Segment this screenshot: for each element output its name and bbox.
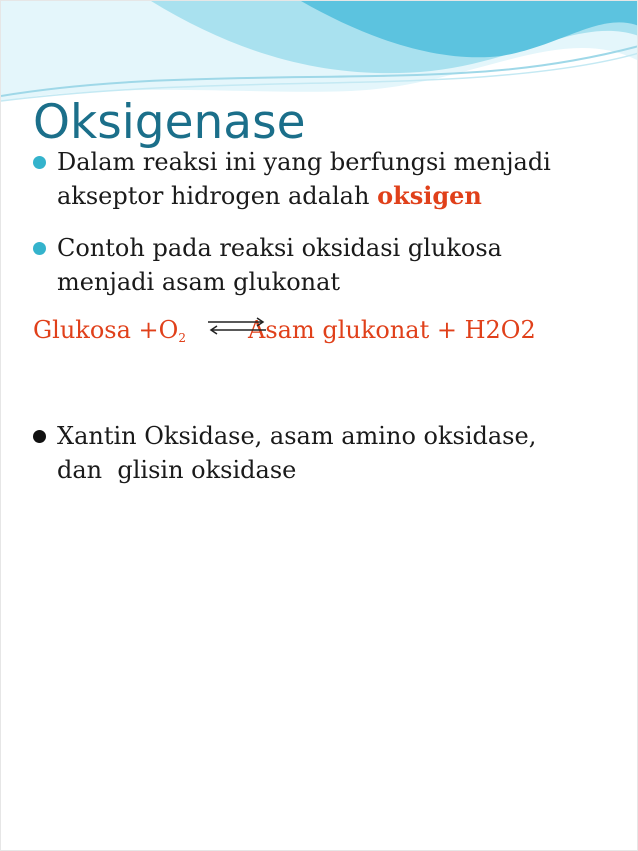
bullet-item — [33, 145, 617, 213]
bullet-dot-icon — [33, 156, 46, 169]
bullet-text: Contoh pada reaksi oksidasi glukosa menjadi asam glukonat — [57, 234, 502, 296]
bullet-text: Dalam reaksi ini yang berfungsi menjadi akseptor hidrogen adalah oksigen — [57, 148, 551, 210]
equation-left: Glukosa +O — [33, 316, 179, 344]
bullet-dot-icon — [33, 242, 46, 255]
highlight-oksigen: oksigen — [377, 181, 482, 210]
bullet-item — [33, 231, 617, 299]
bullet-dot-icon — [33, 430, 46, 443]
bullet-item — [33, 419, 617, 487]
equation-left-subscript: 2 — [178, 331, 186, 345]
bullet-text: Xantin Oksidase, asam amino oksidase, dan glisin oksidase — [57, 422, 537, 484]
reaction-equation — [33, 313, 536, 355]
slide-title: Oksigenase — [33, 95, 306, 150]
equation-right: Asam glukonat + H2O2 — [247, 316, 536, 344]
reversible-arrow-icon — [206, 316, 268, 336]
